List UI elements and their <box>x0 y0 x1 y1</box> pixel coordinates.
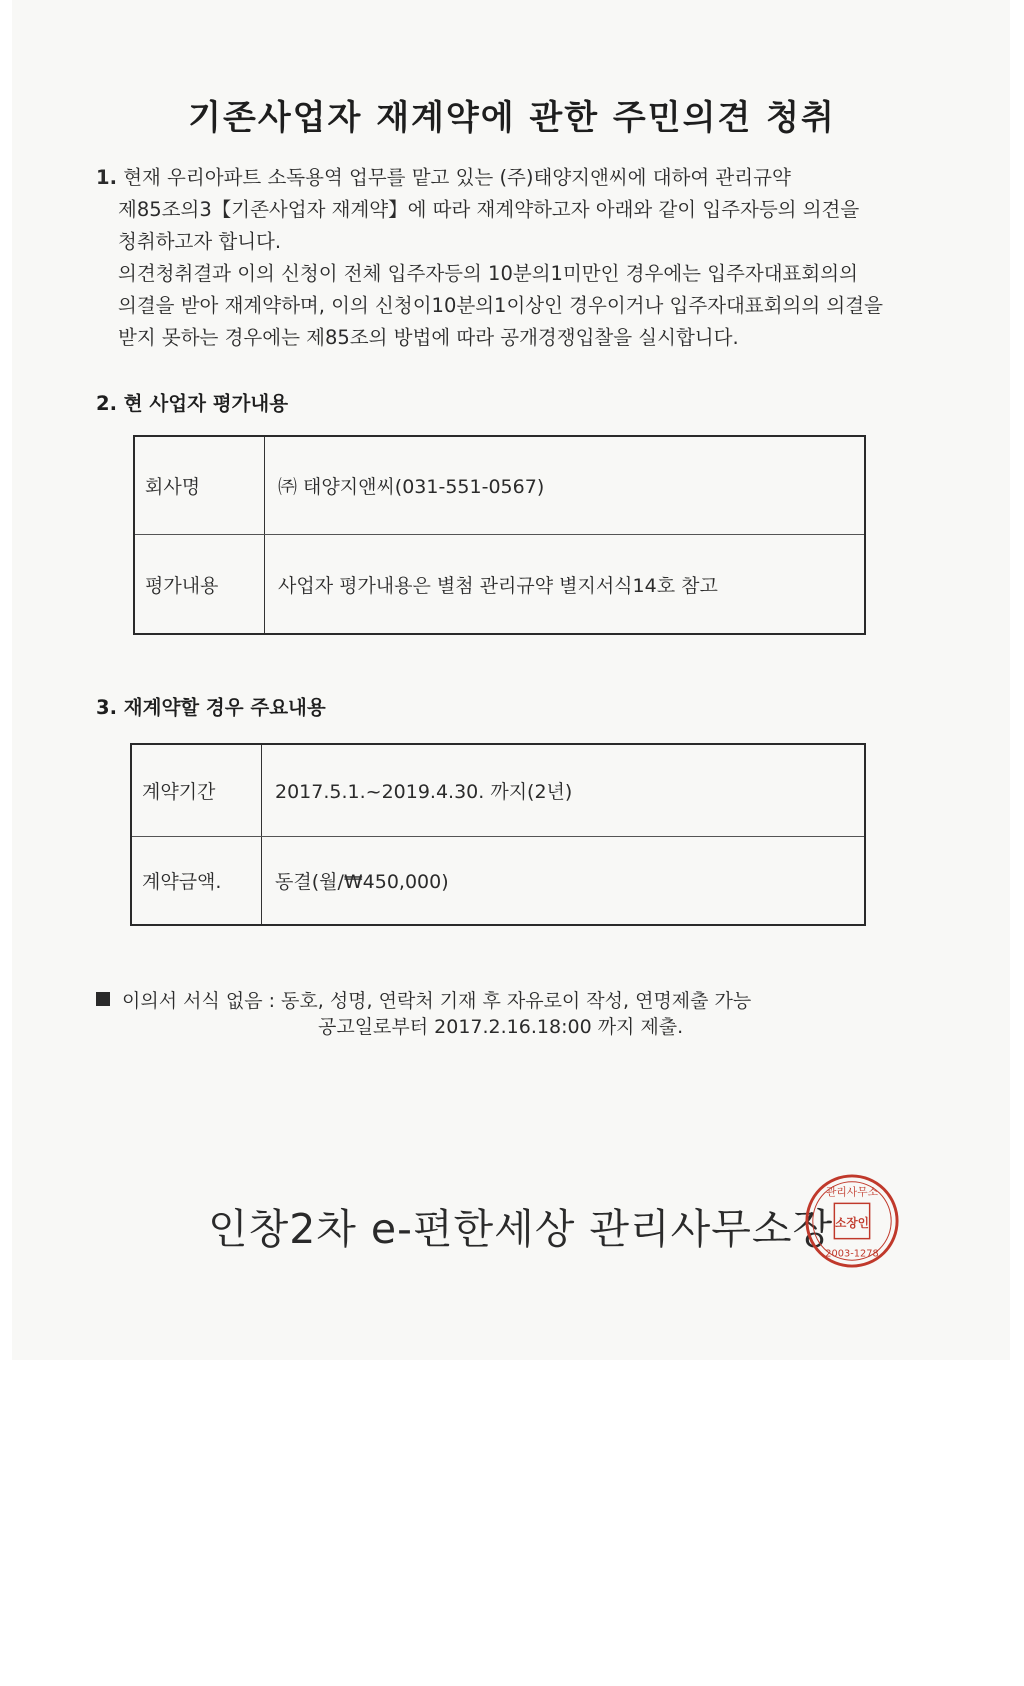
row-value: 동결(월/₩450,000) <box>275 871 449 893</box>
section-1-line: 청취하고자 합니다. <box>118 230 282 253</box>
section-1-number: 1. <box>96 166 117 189</box>
row-label: 계약금액. <box>132 837 262 924</box>
row-value: 사업자 평가내용은 별첨 관리규약 별지서식14호 참고 <box>278 574 718 597</box>
svg-text:소장인: 소장인 <box>834 1215 870 1230</box>
submission-note: 이의서 서식 없음 : 동호, 성명, 연락처 기재 후 자유로이 작성, 연명제출 가능 공고일로부터 2017.2.16.18:00 까지 제출. <box>96 988 751 1040</box>
section-1-line: 받지 못하는 경우에는 제85조의 방법에 따라 공개경쟁입찰을 실시합니다. <box>118 326 739 349</box>
table-row <box>132 745 864 837</box>
svg-text:2003-1278: 2003-1278 <box>825 1248 879 1260</box>
svg-text:관리사무소: 관리사무소 <box>826 1185 878 1199</box>
table-row <box>135 437 864 535</box>
row-value: 2017.5.1.~2019.4.30. 까지(2년) <box>275 781 573 803</box>
official-seal-icon <box>803 1172 901 1270</box>
signature-line: 인창2차 e-편한세상 관리사무소장 <box>208 1205 834 1253</box>
section-1-line: 의견청취결과 이의 신청이 전체 입주자등의 10분의1미만인 경우에는 입주자대표회의의 <box>118 262 858 285</box>
row-label: 계약기간 <box>132 745 262 836</box>
evaluation-table <box>133 435 866 635</box>
row-label: 평가내용 <box>135 535 265 633</box>
row-label: 회사명 <box>135 437 265 534</box>
section-1-line: 1. 현재 우리아파트 소독용역 업무를 맡고 있는 (주)태양지앤씨에 대하여 관리규약 <box>96 166 791 189</box>
square-bullet-icon <box>96 992 110 1006</box>
section-3-heading: 3. 재계약할 경우 주요내용 <box>96 696 326 719</box>
contract-table <box>130 743 866 926</box>
section-1-paragraph <box>96 162 966 354</box>
table-row <box>135 535 864 633</box>
document-title: 기존사업자 재계약에 관한 주민의견 청취 <box>188 98 836 138</box>
section-2-heading: 2. 현 사업자 평가내용 <box>96 392 289 415</box>
section-1-line: 제85조의3【기존사업자 재계약】에 따라 재계약하고자 아래와 같이 입주자등의 의견을 <box>118 198 860 221</box>
table-row <box>132 837 864 924</box>
row-value: ㈜ 태양지앤씨(031-551-0567) <box>278 476 545 498</box>
section-1-line: 의결을 받아 재계약하며, 이의 신청이10분의1이상인 경우이거나 입주자대표회의의 의결을 <box>118 294 883 317</box>
